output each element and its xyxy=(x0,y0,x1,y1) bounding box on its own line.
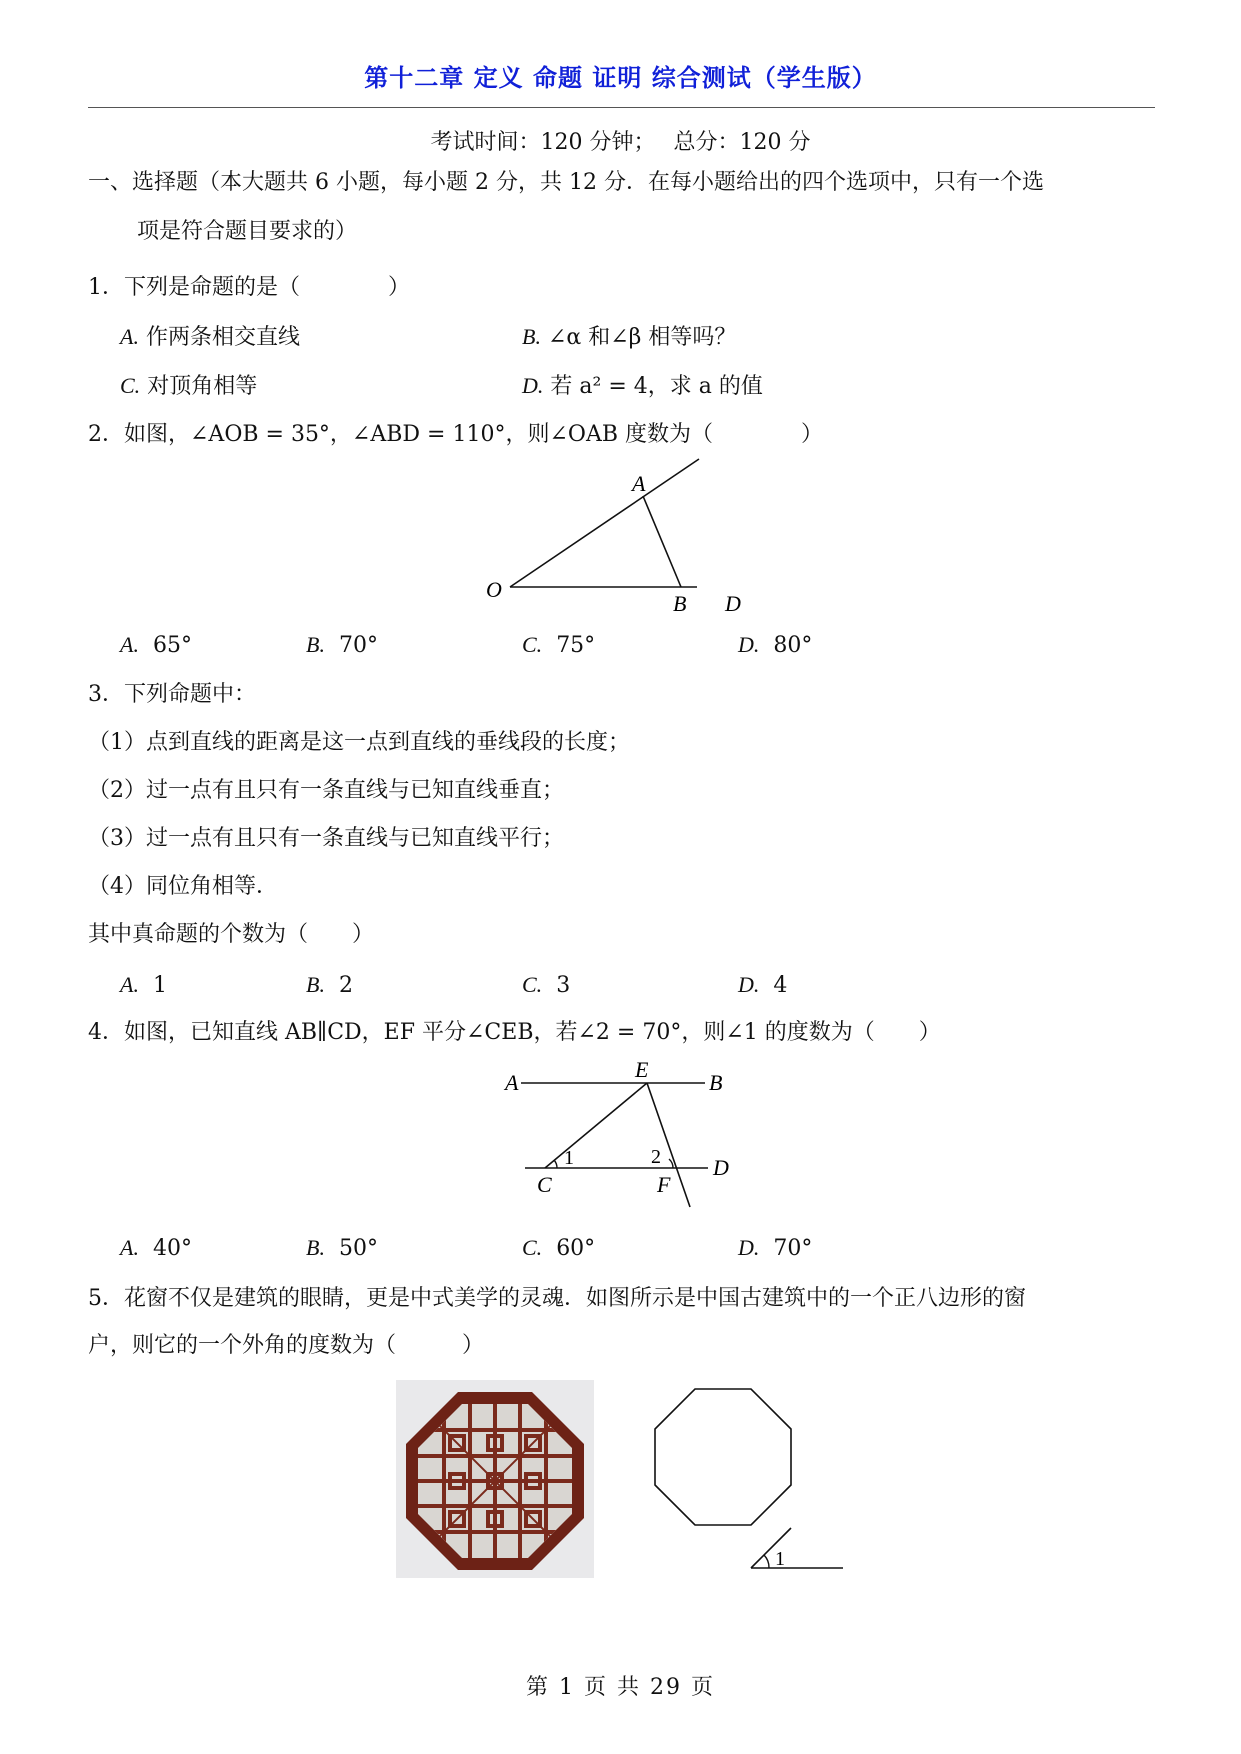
window-photo xyxy=(396,1380,594,1578)
q1-option-d xyxy=(522,371,763,402)
section-heading-cont: 项是符合题目要求的） xyxy=(137,219,358,244)
q3-option-a-letter: A. xyxy=(120,972,139,997)
q1-stem: 1．下列是命题的是（ ） xyxy=(88,275,410,300)
q1-option-b-letter: B. xyxy=(522,324,541,349)
exterior-angle-arc xyxy=(764,1555,769,1568)
q3-option-b-letter: B. xyxy=(306,972,325,997)
q3-option-a-text: 1 xyxy=(152,973,167,998)
exam-info: 考试时间：120 分钟； 总分：120 分 xyxy=(430,130,811,155)
q2-option-b-text: 70° xyxy=(338,633,378,658)
q1-option-d-letter: D. xyxy=(522,373,544,398)
q2-option-c xyxy=(522,630,595,661)
q4-angle-2-arc xyxy=(669,1159,673,1168)
q3-option-c-letter: C. xyxy=(522,972,543,997)
q4-option-a-letter: A. xyxy=(120,1235,139,1260)
q1-option-b-text: ∠α 和∠β 相等吗？ xyxy=(547,325,737,350)
q2-option-c-text: 75° xyxy=(556,633,596,658)
q4-stem: 4．如图，已知直线 AB∥CD，EF 平分∠CEB，若∠2 = 70°，则∠1 的度数为（ ） xyxy=(88,1020,941,1045)
page-footer: 第 1 页 共 29 页 xyxy=(526,1675,715,1700)
q4-label-c: C xyxy=(537,1172,552,1197)
q1-option-a-letter: A. xyxy=(120,324,139,349)
q3-option-c xyxy=(522,970,570,1001)
q2-option-b xyxy=(306,630,378,661)
q4-label-d: D xyxy=(713,1155,729,1180)
q4-segment-ec xyxy=(545,1083,647,1168)
q2-label-d: D xyxy=(725,591,741,616)
q3-option-d-letter: D. xyxy=(738,972,760,997)
q2-option-c-letter: C. xyxy=(522,632,543,657)
q4-label-e: E xyxy=(635,1057,649,1082)
q4-option-c-letter: C. xyxy=(522,1235,543,1260)
q2-figure xyxy=(480,455,760,625)
q3-option-b xyxy=(306,970,353,1001)
q1-option-a-text: 作两条相交直线 xyxy=(145,325,300,350)
window-lattice xyxy=(418,1404,572,1558)
q4-option-b-text: 50° xyxy=(338,1236,378,1261)
q4-option-a-text: 40° xyxy=(152,1236,192,1261)
q3-option-c-text: 3 xyxy=(556,973,571,998)
document-title: 第十二章 定义 命题 证明 综合测试（学生版） xyxy=(364,64,877,92)
header-rule xyxy=(88,107,1155,108)
q2-option-a-letter: A. xyxy=(120,632,139,657)
q2-option-a xyxy=(120,630,192,661)
q2-option-b-letter: B. xyxy=(306,632,325,657)
q2-option-a-text: 65° xyxy=(152,633,192,658)
q5-octagon-figure xyxy=(625,1385,850,1585)
section-heading: 一、选择题（本大题共 6 小题，每小题 2 分，共 12 分．在每小题给出的四个选项中，只有一个选 xyxy=(88,170,1044,195)
q4-option-c xyxy=(522,1233,595,1264)
q4-label-angle-2: 2 xyxy=(651,1146,661,1168)
q2-label-b: B xyxy=(673,591,687,616)
q4-option-b-letter: B. xyxy=(306,1235,325,1260)
q3-option-d xyxy=(738,970,787,1001)
q4-option-c-text: 60° xyxy=(556,1236,596,1261)
q5-label-angle-1: 1 xyxy=(775,1548,785,1570)
q2-ray-oa xyxy=(510,459,699,587)
q4-label-a: A xyxy=(505,1070,519,1095)
q1-option-c-text: 对顶角相等 xyxy=(147,374,258,399)
q2-label-o: O xyxy=(486,577,502,602)
q4-angle-1-arc xyxy=(554,1160,557,1168)
q4-option-b xyxy=(306,1233,378,1264)
q3-option-a xyxy=(120,970,167,1001)
q4-option-d xyxy=(738,1233,812,1264)
q3-item-3: （3）过一点有且只有一条直线与已知直线平行； xyxy=(88,826,564,851)
q4-option-a xyxy=(120,1233,192,1264)
q2-segment-ab xyxy=(643,496,681,587)
q3-question: 其中真命题的个数为（ ） xyxy=(88,922,375,947)
q4-option-d-text: 70° xyxy=(773,1236,813,1261)
q2-option-d-letter: D. xyxy=(738,632,760,657)
q1-option-b xyxy=(522,322,736,353)
q1-option-c-letter: C. xyxy=(120,373,141,398)
q4-label-angle-1: 1 xyxy=(564,1147,574,1169)
octagon-side-edge xyxy=(751,1528,791,1568)
q3-item-2: （2）过一点有且只有一条直线与已知直线垂直； xyxy=(88,778,564,803)
q3-item-4: （4）同位角相等． xyxy=(88,874,278,899)
q4-label-b: B xyxy=(709,1070,723,1095)
q3-option-b-text: 2 xyxy=(338,973,353,998)
q5-stem-line1: 5．花窗不仅是建筑的眼睛，更是中式美学的灵魂．如图所示是中国古建筑中的一个正八边形的窗 xyxy=(88,1286,1027,1311)
q3-stem: 3．下列命题中： xyxy=(88,682,256,707)
q1-option-c xyxy=(120,371,257,402)
q5-stem-line2: 户，则它的一个外角的度数为（ ） xyxy=(88,1333,485,1358)
q4-figure xyxy=(495,1055,745,1215)
q2-option-d xyxy=(738,630,812,661)
q1-option-d-text: 若 a² = 4，求 a 的值 xyxy=(550,374,763,399)
octagon xyxy=(655,1389,791,1525)
q2-label-a: A xyxy=(632,471,646,496)
q2-stem: 2．如图，∠AOB = 35°，∠ABD = 110°，则∠OAB 度数为（ ） xyxy=(88,422,823,447)
q3-option-d-text: 4 xyxy=(773,973,788,998)
q2-option-d-text: 80° xyxy=(773,633,813,658)
q4-label-f: F xyxy=(657,1172,671,1197)
q1-option-a xyxy=(120,322,300,353)
q4-option-d-letter: D. xyxy=(738,1235,760,1260)
q3-item-1: （1）点到直线的距离是这一点到直线的垂线段的长度； xyxy=(88,730,630,755)
